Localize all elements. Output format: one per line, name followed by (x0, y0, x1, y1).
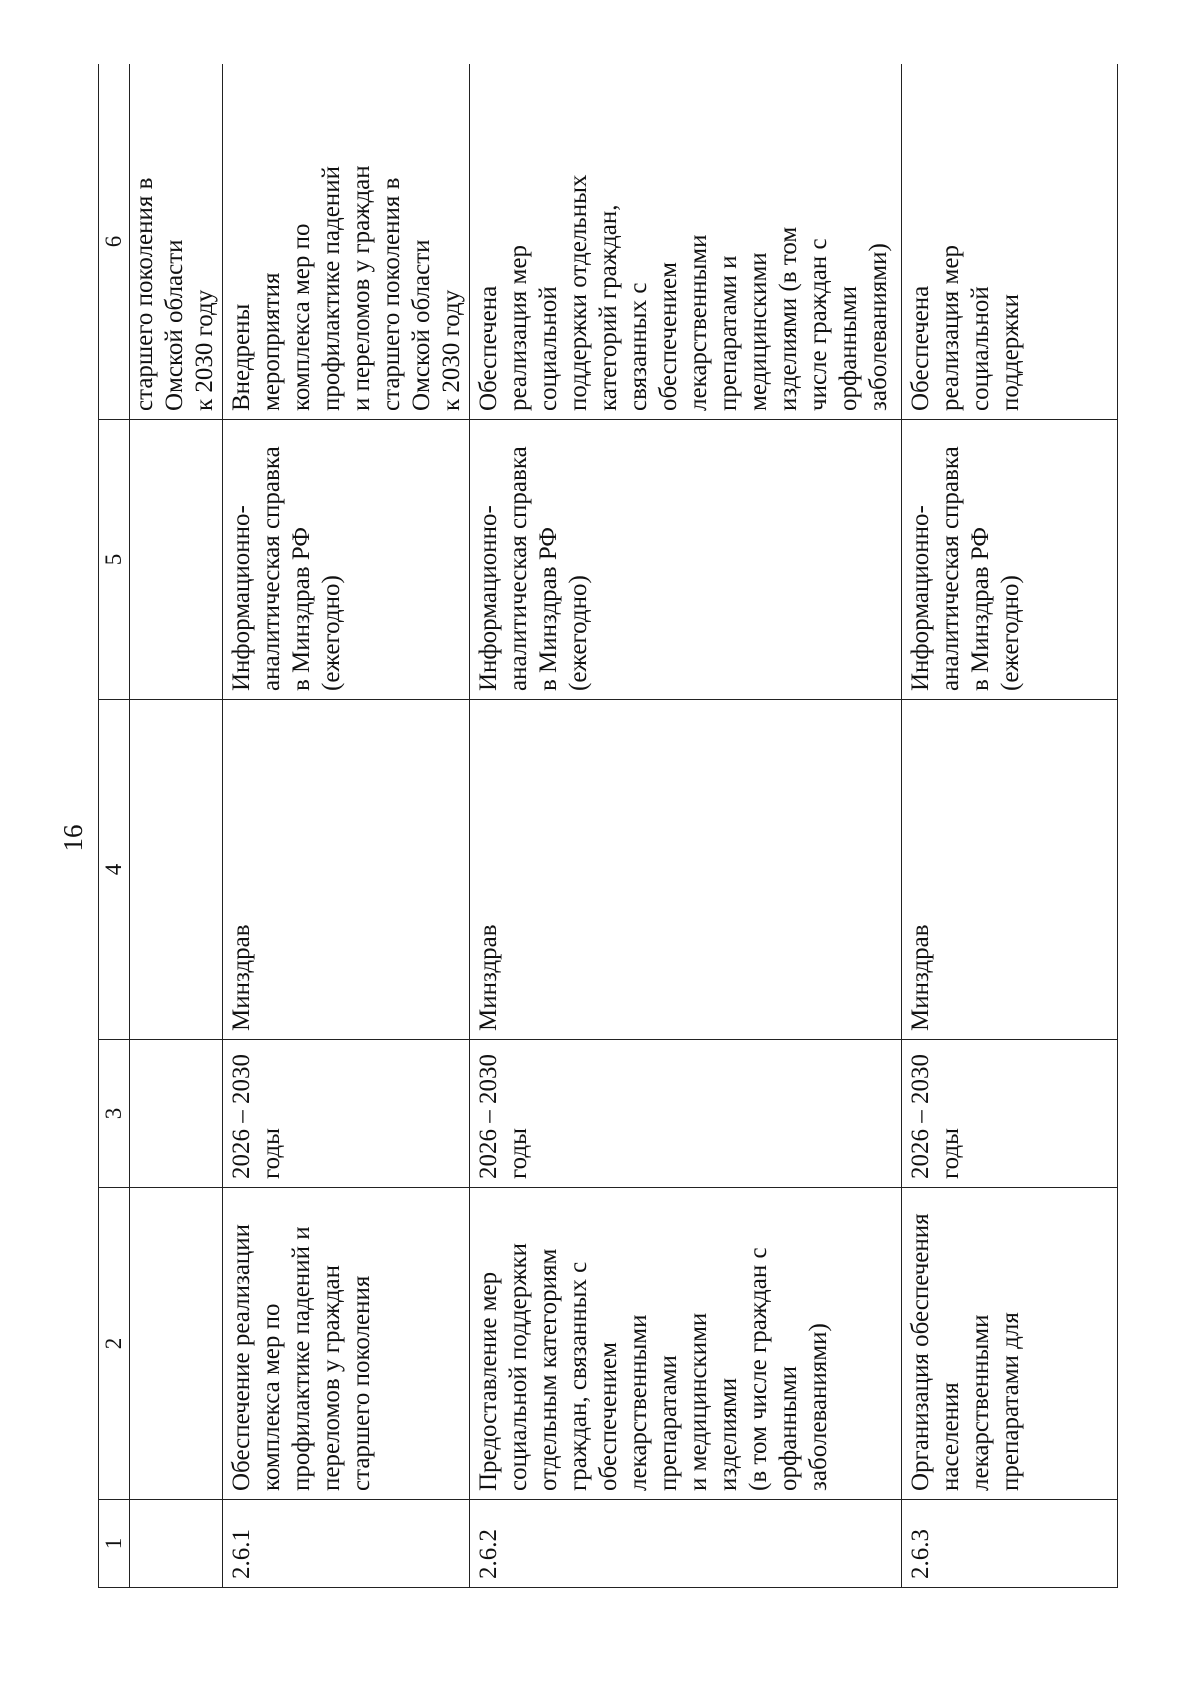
report-text: Информационно- аналитическая справка в Минздрав РФ (ежегодно) (475, 446, 592, 691)
responsible-text: Минздрав (228, 924, 255, 1031)
page-number: 16 (58, 824, 88, 852)
column-header: 3 (99, 1040, 130, 1188)
measure-cell (130, 1188, 223, 1500)
column-header: 1 (99, 1500, 130, 1588)
row-number-cell (470, 1500, 902, 1588)
responsible-text: Минздрав (907, 924, 934, 1031)
responsible-cell (470, 700, 902, 1040)
period-text: 2026 – 2030 годы (475, 1054, 532, 1179)
responsible-text: Минздрав (475, 924, 502, 1031)
period-cell (902, 1040, 1118, 1188)
measure-text: Предоставление мер социальной поддержки отдельным категориям граждан, связанных с обеспечением лекарственными препаратами и медицинскими изделиями (в том числе граждан с орфанными заболеваниями) (475, 1242, 832, 1491)
rotated-page-content (98, 64, 1118, 1588)
responsible-cell (902, 700, 1118, 1040)
report-cell (470, 420, 902, 700)
measure-text: Обеспечение реализации комплекса мер по профилактике падений и переломов у граждан старшего поколения (228, 1223, 375, 1491)
row-number: 2.6.2 (475, 1529, 502, 1579)
report-text: Информационно- аналитическая справка в Минздрав РФ (ежегодно) (907, 446, 1024, 691)
result-text: Внедрены мероприятия комплекса мер по профилактике падений и переломов у граждан старшего поколения в Омской области к 2030 году (228, 165, 465, 411)
period-cell (470, 1040, 902, 1188)
report-cell (902, 420, 1118, 700)
row-number-cell (902, 1500, 1118, 1588)
measure-cell (902, 1188, 1118, 1500)
report-text: Информационно- аналитическая справка в Минздрав РФ (ежегодно) (228, 446, 345, 691)
row-number: 2.6.1 (228, 1529, 255, 1579)
row-number: 2.6.3 (907, 1529, 934, 1579)
period-cell (223, 1040, 470, 1188)
result-cell (470, 64, 902, 420)
continued-row (130, 64, 223, 1588)
responsible-cell (130, 700, 223, 1040)
measure-cell (223, 1188, 470, 1500)
measures-table (98, 64, 1118, 1588)
row-number-cell (130, 1500, 223, 1588)
period-text: 2026 – 2030 годы (228, 1054, 285, 1179)
column-header: 5 (99, 420, 130, 700)
result-text: Обеспечена реализация мер социальной поддержки (907, 245, 1024, 411)
report-cell (130, 420, 223, 700)
column-header: 6 (99, 64, 130, 420)
result-text: старшего поколения в Омской области к 2030 году (131, 177, 218, 411)
row-number-cell (223, 1500, 470, 1588)
column-header: 2 (99, 1188, 130, 1500)
result-cell (223, 64, 470, 420)
period-cell (130, 1040, 223, 1188)
table-viewport (98, 64, 1118, 1588)
table-row (470, 64, 902, 1588)
result-cell (130, 64, 223, 420)
report-cell (223, 420, 470, 700)
result-text: Обеспечена реализация мер социальной поддержки отдельных категорий граждан, связанных с обеспечением лекарственными препаратами и медицинскими изделиями (в том числе граждан с орфанными заболеваниями) (475, 174, 892, 411)
table-row (223, 64, 470, 1588)
column-header: 4 (99, 700, 130, 1040)
responsible-cell (223, 700, 470, 1040)
table-row (902, 64, 1118, 1588)
result-cell (902, 64, 1118, 420)
measure-text: Организация обеспечения населения лекарственными препаратами для (907, 1213, 1024, 1491)
period-text: 2026 – 2030 годы (907, 1054, 964, 1179)
header-row (99, 64, 130, 1588)
measure-cell (470, 1188, 902, 1500)
